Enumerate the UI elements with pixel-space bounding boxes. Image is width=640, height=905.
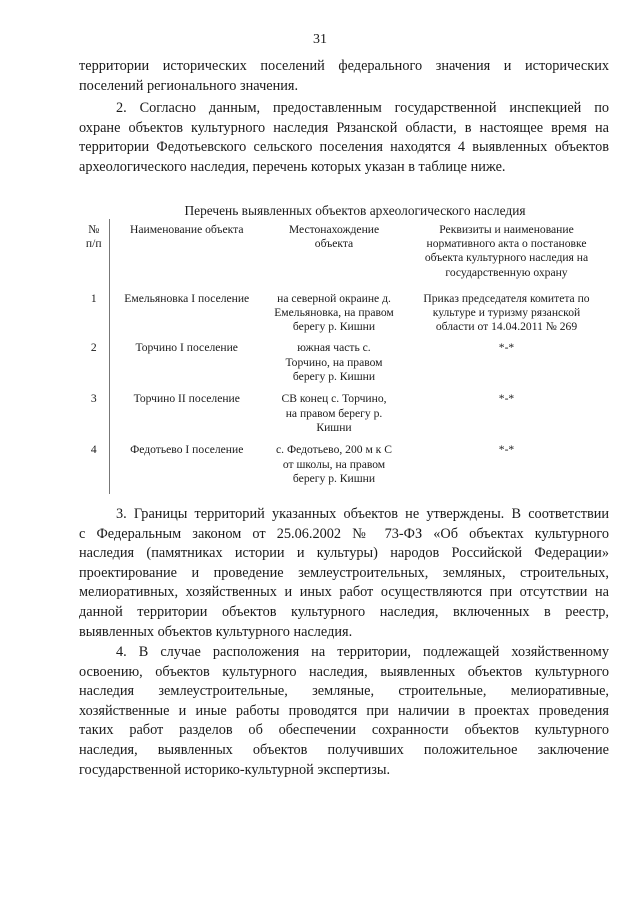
text-line: территории исторических поселений федерального значения и исторических xyxy=(79,58,609,74)
cell-text: СВ конец с. Торчино, xyxy=(281,392,387,406)
cell-num: 1 xyxy=(79,288,109,338)
text-line: хозяйственные и иные работы проводятся при наличии в проектах проведения xyxy=(79,702,609,719)
cell-location xyxy=(264,439,404,494)
cell-text: Торчино II поселение xyxy=(133,392,240,406)
text-line: поселений регионального значения. xyxy=(79,77,299,94)
text-line: освоению, объектов культурного наследия, выявленных объектов культурного xyxy=(79,663,609,680)
cell-text: культуре и туризму рязанской xyxy=(432,306,581,320)
cell-text: берегу р. Кишни xyxy=(292,471,376,485)
header-text: нормативного акта о постановке xyxy=(426,237,587,251)
cell-act xyxy=(404,288,609,338)
header-text: Реквизиты и наименование xyxy=(439,223,574,236)
cell-location xyxy=(264,388,404,439)
table-row xyxy=(79,388,609,439)
text-line: мелиоративных, хозяйственных и иных работ осуществляются при отсутствии на xyxy=(79,584,609,601)
table-row xyxy=(79,337,609,388)
header-num xyxy=(79,219,109,288)
page-number: 31 xyxy=(313,32,327,47)
cell-act xyxy=(404,337,609,388)
text-line: 2. Согласно данным, предоставленным государственной инспекцией по xyxy=(116,100,609,116)
cell-text: берегу р. Кишни xyxy=(292,369,376,383)
table-row xyxy=(79,288,609,338)
text-line: наследия, выявленных объектов получивших положительное заключение xyxy=(79,741,609,758)
cell-text: *-* xyxy=(498,341,515,355)
text-line: 4. В случае расположения на территории, подлежащей хозяйственному xyxy=(116,644,609,660)
cell-text: *-* xyxy=(498,392,515,406)
cell-text: с. Федотьево, 200 м к С xyxy=(276,443,392,457)
header-text: Местонахождение xyxy=(288,223,380,236)
table-title: Перечень выявленных объектов археологического наследия xyxy=(184,203,526,218)
header-text: объекта xyxy=(314,237,354,251)
header-location xyxy=(264,219,404,288)
cell-text: Емельяновка I поселение xyxy=(124,291,250,305)
cell-text: на северной окраине д. xyxy=(277,291,391,305)
cell-text: от школы, на правом xyxy=(282,457,386,471)
text-line: наследия (памятниках истории и культуры) народов Российской Федерации» xyxy=(79,545,609,562)
text-line: 3. Границы территорий указанных объектов не утверждены. В соответствии xyxy=(116,506,609,522)
paragraph-3 xyxy=(79,505,609,642)
cell-act xyxy=(404,388,609,439)
cell-text: Торчино, на правом xyxy=(285,355,383,369)
cell-text: на правом берегу р. xyxy=(285,406,383,420)
text-line: таких работ разделов об обеспечении сохранности объектов культурного xyxy=(79,722,609,739)
text-line: проектирование и проведение землеустроительных, земляных, строительных, xyxy=(79,564,609,581)
cell-name xyxy=(109,439,264,494)
cell-text: Емельяновка, на правом xyxy=(274,306,394,320)
cell-text: Приказ председателя комитета по xyxy=(423,291,590,305)
header-text: п/п xyxy=(85,237,102,251)
cell-num: 2 xyxy=(79,337,109,388)
header-text: объекта культурного наследия на xyxy=(424,251,589,265)
header-act xyxy=(404,219,609,288)
cell-text: *-* xyxy=(498,443,515,457)
text-line: государственной историко-культурной экспертизы. xyxy=(79,761,391,778)
cell-text: Торчино I поселение xyxy=(135,341,238,355)
cell-name xyxy=(109,388,264,439)
paragraph-4 xyxy=(79,643,609,780)
cell-text: Кишни xyxy=(316,420,352,434)
cell-text: Федотьево I поселение xyxy=(130,443,244,457)
cell-act xyxy=(404,439,609,494)
text-line: выявленных объектов культурного наследия. xyxy=(79,623,353,640)
text-line: данной территории объектов культурного наследия, включенных в реестр, xyxy=(79,603,609,620)
cell-location xyxy=(264,288,404,338)
header-text: № xyxy=(88,223,100,236)
cell-location xyxy=(264,337,404,388)
table-header-row xyxy=(79,219,609,288)
paragraph-top xyxy=(79,57,609,96)
cell-text: берегу р. Кишни xyxy=(292,320,376,334)
cell-num: 4 xyxy=(79,439,109,494)
cell-name xyxy=(109,337,264,388)
text-line: охране объектов культурного наследия Рязанской области, в настоящее время на xyxy=(79,119,609,136)
text-line: территории Федотьевского сельского поселения находятся 4 выявленных объектов xyxy=(79,139,609,156)
text-line: с Федеральным законом от 25.06.2002 № 73-ФЗ «Об объектах культурного xyxy=(79,525,609,542)
objects-table xyxy=(79,219,609,494)
paragraph-2 xyxy=(79,99,609,177)
text-line: археологического наследия, перечень которых указан в таблице ниже. xyxy=(79,158,506,175)
header-name xyxy=(109,219,264,288)
text-line: наследия землеустроительные, земляные, строительные, мелиоративные, xyxy=(79,683,609,700)
table-row xyxy=(79,439,609,494)
cell-num: 3 xyxy=(79,388,109,439)
cell-name xyxy=(109,288,264,338)
header-text: Наименование объекта xyxy=(129,223,244,236)
cell-text: области от 14.04.2011 № 269 xyxy=(435,320,578,334)
header-text: государственную охрану xyxy=(445,265,568,279)
cell-text: южная часть с. xyxy=(297,341,371,355)
